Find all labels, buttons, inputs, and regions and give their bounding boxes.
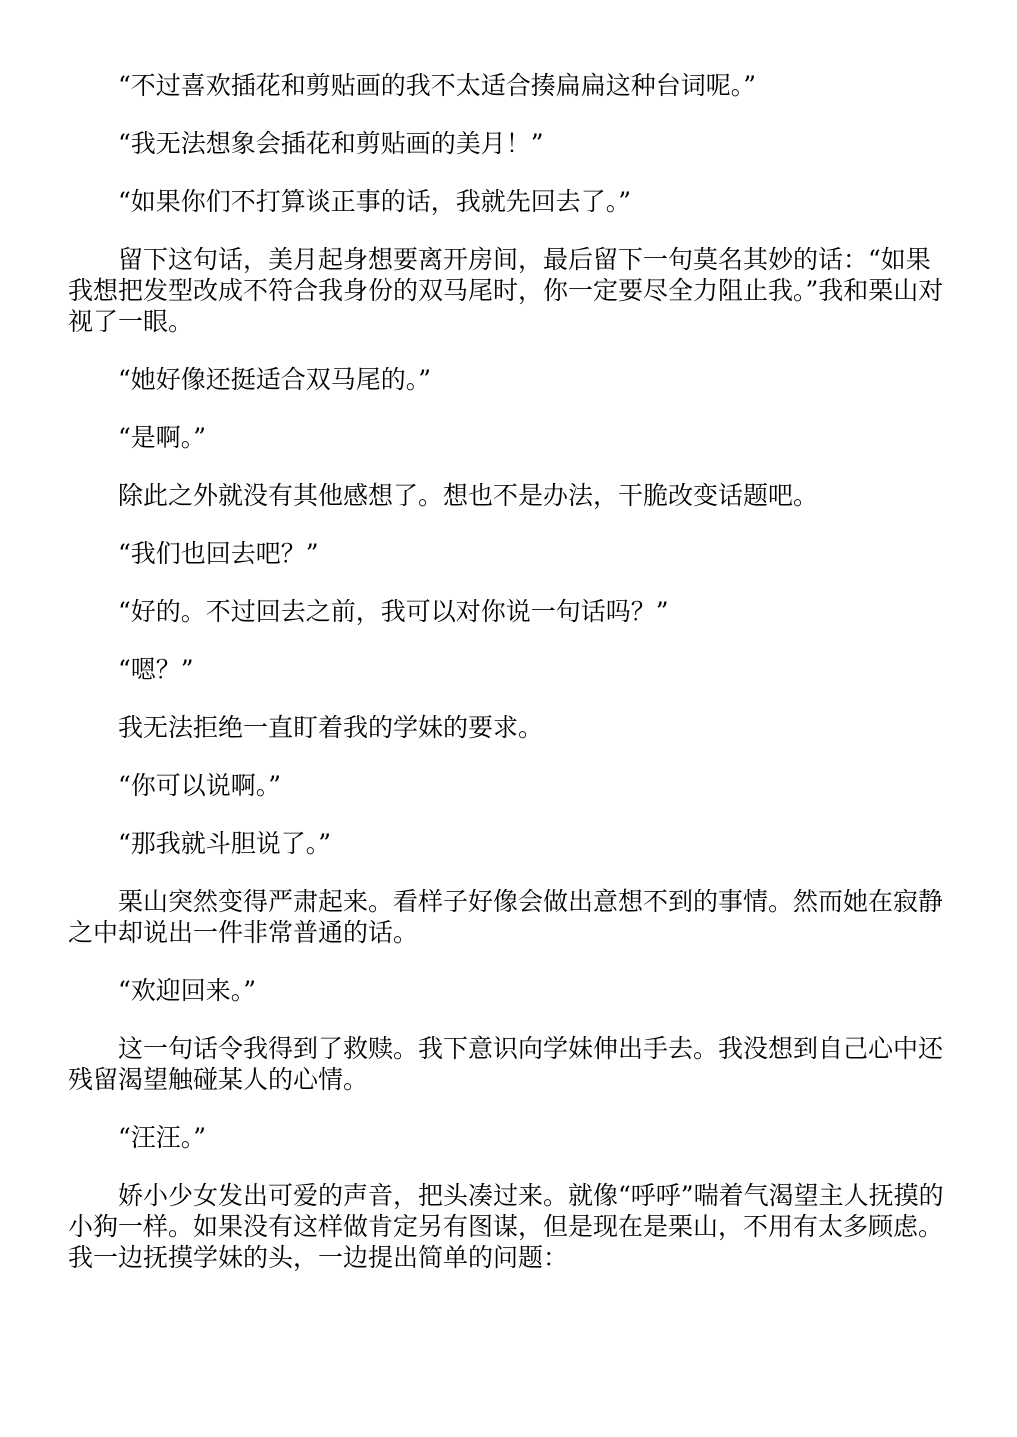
paragraph: “嗯？” xyxy=(118,655,194,684)
paragraph: 娇小少女发出可爱的声音，把头凑过来。就像“呼呼”喘着气渴望主人抚摸的小狗一样。如果没有这样做肯定另有图谋，但是现在是栗山，不用有太多顾虑。我一边抚摸学妹的头，一边提出简单的问题： xyxy=(68,1181,944,1272)
paragraph: “我们也回去吧？” xyxy=(118,539,319,568)
paragraph: 留下这句话，美月起身想要离开房间，最后留下一句莫名其妙的话：“如果我想把发型改成不符合我身份的双马尾时，你一定要尽全力阻止我。”我和栗山对视了一眼。 xyxy=(68,245,944,336)
paragraph: “是啊。” xyxy=(118,423,207,452)
paragraph: “如果你们不打算谈正事的话，我就先回去了。” xyxy=(118,187,632,216)
paragraph: “欢迎回来。” xyxy=(118,976,257,1005)
paragraph: “我无法想象会插花和剪贴画的美月！” xyxy=(118,129,544,158)
paragraph: 这一句话令我得到了救赎。我下意识向学妹伸出手去。我没想到自己心中还残留渴望触碰某人的心情。 xyxy=(68,1034,944,1094)
paragraph: 栗山突然变得严肃起来。看样子好像会做出意想不到的事情。然而她在寂静之中却说出一件非常普通的话。 xyxy=(68,887,944,947)
paragraph: “不过喜欢插花和剪贴画的我不太适合揍扁扁这种台词呢。” xyxy=(118,71,757,100)
paragraph: “汪汪。” xyxy=(118,1123,207,1152)
paragraph: “好的。不过回去之前，我可以对你说一句话吗？” xyxy=(118,597,669,626)
paragraph: “那我就斗胆说了。” xyxy=(118,829,332,858)
paragraph: “她好像还挺适合双马尾的。” xyxy=(118,365,432,394)
paragraph: “你可以说啊。” xyxy=(118,771,282,800)
paragraph: 除此之外就没有其他感想了。想也不是办法，干脆改变话题吧。 xyxy=(118,481,819,510)
paragraph: 我无法拒绝一直盯着我的学妹的要求。 xyxy=(118,713,544,742)
